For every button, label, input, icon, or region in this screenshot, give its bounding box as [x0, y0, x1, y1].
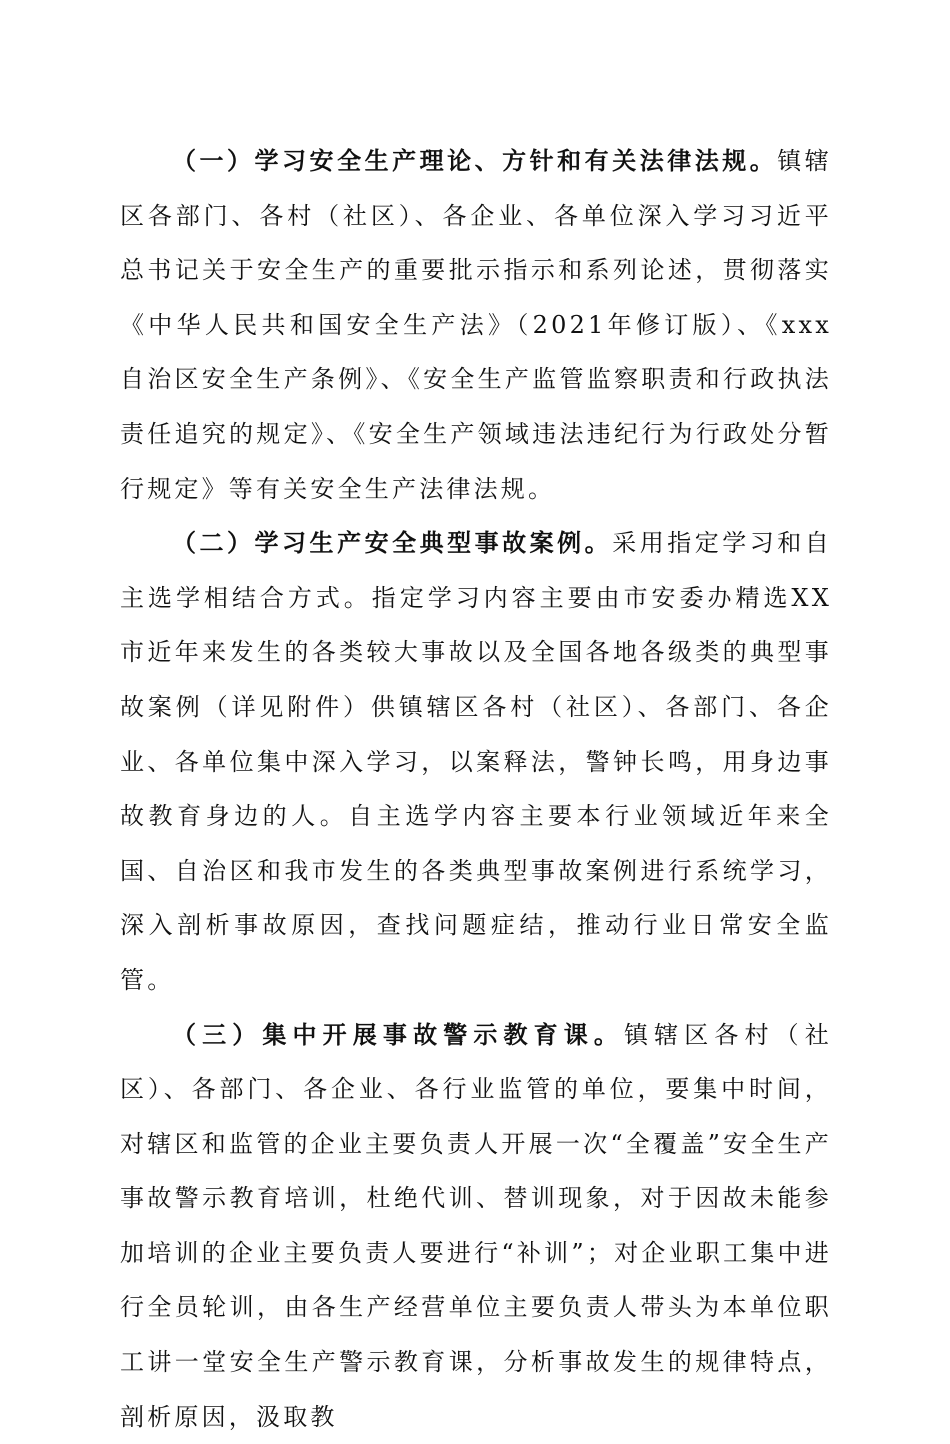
paragraph-1-heading: （一）学习安全生产理论、方针和有关法律法规。	[172, 146, 777, 175]
paragraph-1-text: 镇辖区各部门、各村（社区）、各企业、各单位深入学习习近平总书记关于安全生产的重要批示指示和系列论述，贯彻落实《中华人民共和国安全生产法》（2021年修订版）、《xxx自治区安全生产条例》、《安全生产监管监察职责和行政执法责任追究的规定》、《安全生产领域违法违纪行为行政处分暂行规定》等有关安全生产法律法规。	[120, 147, 832, 503]
paragraph-2-text: 采用指定学习和自主选学相结合方式。指定学习内容主要由市安委办精选XX市近年来发生的各类较大事故以及全国各地各级类的典型事故案例（详见附件）供镇辖区各村（社区）、各部门、各企业、各单位集中深入学习，以案释法，警钟长鸣，用身边事故教育身边的人。自主选学内容主要本行业领域近年来全国、自治区和我市发生的各类典型事故案例进行系统学习，深入剖析事故原因，查找问题症结，推动行业日常安全监管。	[120, 529, 832, 994]
paragraph-2-heading: （二）学习生产安全典型事故案例。	[172, 528, 612, 557]
paragraph-1	[120, 134, 832, 516]
paragraph-2	[120, 516, 832, 1007]
paragraph-3	[120, 1008, 832, 1444]
document-body	[120, 134, 832, 1444]
paragraph-3-text: 镇辖区各村（社区）、各部门、各企业、各行业监管的单位，要集中时间，对辖区和监管的企业主要负责人开展一次“全覆盖”安全生产事故警示教育培训，杜绝代训、替训现象，对于因故未能参加培训的企业主要负责人要进行“补训”；对企业职工集中进行全员轮训，由各生产经营单位主要负责人带头为本单位职工讲一堂安全生产警示教育课，分析事故发生的规律特点，剖析原因，汲取教	[120, 1021, 832, 1431]
paragraph-3-heading: （三）集中开展事故警示教育课。	[172, 1020, 624, 1049]
